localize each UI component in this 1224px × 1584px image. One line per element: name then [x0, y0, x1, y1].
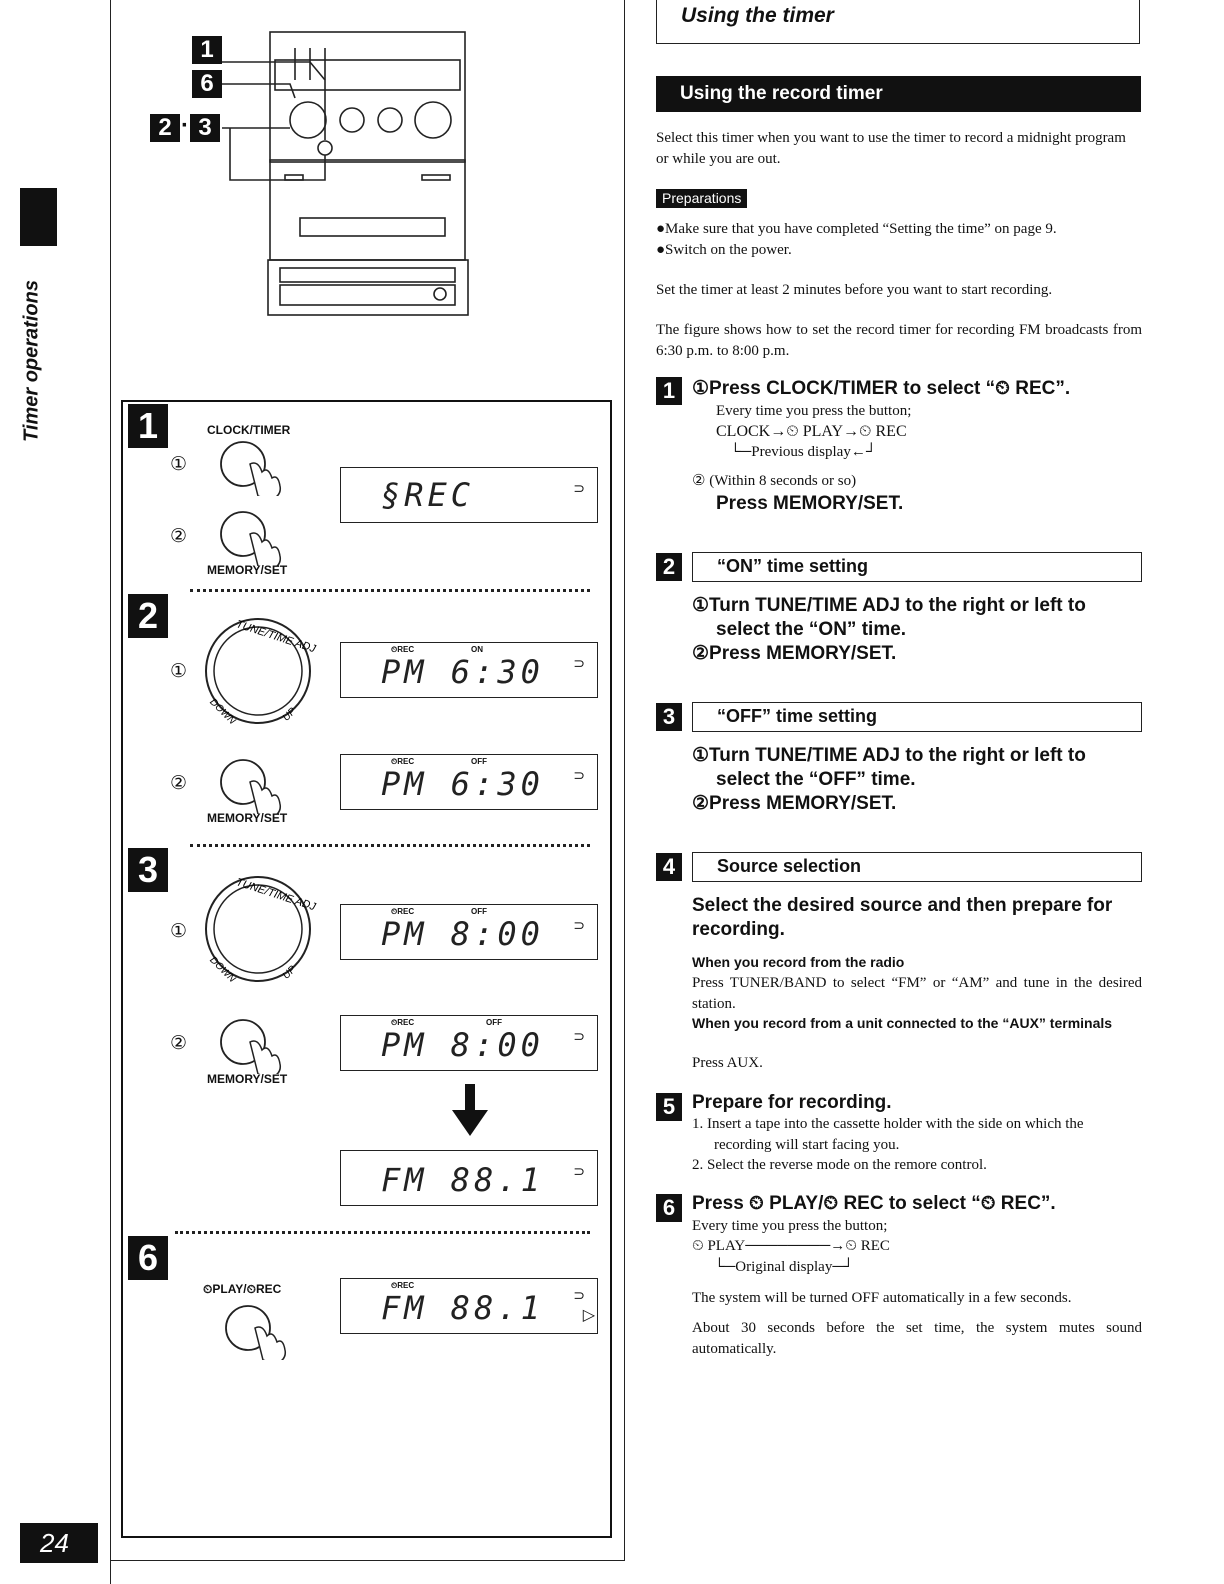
lcd-display: [340, 642, 598, 698]
reverse-icon: ⊃: [573, 1028, 585, 1044]
panel-badge-1: 1: [128, 404, 168, 448]
circled-1: ①: [170, 453, 188, 475]
knob-label-top: TUNE/TIME ADJ: [234, 876, 317, 914]
tune-time-adj-knob-icon: [195, 866, 325, 996]
step-badge-3: 3: [656, 703, 682, 731]
panel-badge-6: 6: [128, 1236, 168, 1280]
step-5-heading: Prepare for recording.: [692, 1092, 892, 1113]
callout-badge-1: 1: [192, 36, 222, 64]
page-title: Using the timer: [681, 4, 834, 27]
step-1-sequence: CLOCK→⏲ PLAY→⏲ REC: [716, 423, 907, 440]
preparations-badge: Preparations: [656, 189, 747, 208]
step-3-line: ②Press MEMORY/SET.: [692, 793, 897, 814]
step-1-heading: ①Press CLOCK/TIMER to select “⏲ REC”.: [692, 378, 1071, 399]
knob-label-up: UP: [280, 964, 299, 982]
step-6-note: About 30 seconds before the set time, the system mutes sound automatically.: [692, 1320, 1142, 1357]
lcd-main-text: FM 88.1: [381, 1289, 544, 1327]
lcd-main-text: PM 8:00: [381, 1026, 544, 1064]
intro-text: Select this timer when you want to use the timer to record a midnight program or while you are out.: [656, 130, 1126, 167]
lcd-display: [340, 1015, 598, 1071]
step-badge-4: 4: [656, 853, 682, 881]
dotted-separator: [190, 589, 590, 592]
lcd-main-text: §REC: [381, 476, 475, 514]
memory-set-label: MEMORY/SET: [207, 1072, 288, 1086]
knob-label-down: DOWN: [207, 696, 238, 727]
lcd-tag: OFF: [471, 757, 487, 766]
page-title-box: [656, 0, 1140, 44]
step-badge-1: 1: [656, 377, 682, 405]
margin-rule: [110, 0, 111, 1584]
lcd-main-text: FM 88.1: [381, 1161, 544, 1199]
step-2-line: ①Turn TUNE/TIME ADJ to the right or left to: [692, 595, 1086, 616]
lcd-main-text: PM 8:00: [381, 915, 544, 953]
panel-badge-3: 3: [128, 848, 168, 892]
step-6-original: └─Original display─┘: [714, 1259, 854, 1275]
step-4-box-heading: Source selection: [692, 852, 1142, 882]
preparation-item: ●Make sure that you have completed “Setting the time” on page 9.: [656, 221, 1057, 237]
reverse-icon: ⊃: [573, 767, 585, 783]
section-title: Using the record timer: [656, 76, 1141, 112]
circled-2: ②: [170, 525, 188, 547]
lcd-tag: ⏲REC: [391, 1281, 415, 1290]
step-6-sequence: ⏲ PLAY────────→⏲ REC: [692, 1238, 890, 1254]
aux-text: Press AUX.: [692, 1055, 763, 1071]
column-divider: [624, 0, 625, 1560]
circled-2: ②: [170, 772, 188, 794]
lcd-display: [340, 1278, 598, 1334]
play-rec-label: ⏲PLAY/⏲REC: [203, 1282, 282, 1296]
lcd-display: [340, 904, 598, 960]
page-number: 24: [20, 1523, 98, 1563]
reverse-icon: ⊃: [573, 480, 585, 496]
knob-label-top: TUNE/TIME ADJ: [234, 618, 317, 656]
callout-badge-3: 3: [190, 114, 220, 142]
lcd-display: [340, 467, 598, 523]
lcd-main-text: PM 6:30: [381, 765, 544, 803]
reverse-icon: ⊃: [573, 917, 585, 933]
step-1-previous: └─Previous display←┘: [730, 444, 877, 460]
step-2-line: ②Press MEMORY/SET.: [692, 643, 897, 664]
lcd-tag: OFF: [471, 907, 487, 916]
radio-text: Press TUNER/BAND to select “FM” or “AM” and tune in the desired station.: [692, 975, 1142, 1012]
step-1-note: Every time you press the button;: [716, 403, 912, 419]
note-text: The figure shows how to set the record timer for recording FM broadcasts from 6:30 p.m. to 8:00 p.m.: [656, 322, 1142, 359]
circled-1: ①: [170, 660, 188, 682]
lcd-display: [340, 754, 598, 810]
lcd-main-text: PM 6:30: [381, 653, 544, 691]
tune-time-adj-knob-icon: [195, 608, 325, 738]
lcd-tag: ⏲REC: [391, 757, 415, 766]
lcd-tag: ⏲REC: [391, 1018, 415, 1027]
step-badge-5: 5: [656, 1093, 682, 1121]
step-6-note: The system will be turned OFF automatically in a few seconds.: [692, 1290, 1072, 1306]
record-icon: ▷: [582, 1307, 595, 1324]
knob-label-down: DOWN: [207, 954, 238, 985]
stereo-system-illustration: [140, 20, 480, 330]
callout-badge-6: 6: [192, 70, 222, 98]
circled-1: ①: [170, 920, 188, 942]
memory-set-label: MEMORY/SET: [207, 563, 288, 577]
step-1-press: Press MEMORY/SET.: [716, 493, 904, 514]
aux-subheading: When you record from a unit connected to the “AUX” terminals: [692, 1015, 1113, 1031]
step-3-line: select the “OFF” time.: [716, 769, 916, 790]
lcd-tag: ⏲REC: [391, 907, 415, 916]
dotted-separator: [175, 1231, 590, 1234]
button-press-icon: [220, 1300, 300, 1360]
button-press-icon: [215, 506, 295, 566]
dotted-separator: [190, 844, 590, 847]
step-6-note: Every time you press the button;: [692, 1218, 888, 1234]
circled-2: ②: [170, 1032, 188, 1054]
step-4-heading: Select the desired source and then prepare for: [692, 895, 1113, 916]
arrow-down-icon: [450, 1084, 490, 1138]
step-3-box-heading: “OFF” time setting: [692, 702, 1142, 732]
radio-subheading: When you record from the radio: [692, 954, 905, 970]
preparation-item: ●Switch on the power.: [656, 242, 792, 258]
note-text: Set the timer at least 2 minutes before you want to start recording.: [656, 282, 1053, 298]
step-4-heading: recording.: [692, 919, 785, 940]
section-label: Timer operations: [20, 279, 43, 442]
knob-label-up: UP: [280, 706, 299, 724]
clock-timer-label: CLOCK/TIMER: [207, 423, 291, 437]
step-5-item: 2. Select the reverse mode on the remore control.: [692, 1157, 987, 1173]
step-2-box-heading: “ON” time setting: [692, 552, 1142, 582]
step-5-item: 1. Insert a tape into the cassette holder with the side on which the recording will start facing you.: [692, 1116, 1084, 1153]
callout-badge-2: 2: [150, 114, 180, 142]
bottom-rule: [110, 1560, 625, 1561]
section-tab-marker: [20, 188, 57, 246]
reverse-icon: ⊃: [573, 655, 585, 671]
step-3-line: ①Turn TUNE/TIME ADJ to the right or left to: [692, 745, 1086, 766]
lcd-tag: ⏲REC: [391, 645, 415, 654]
button-press-icon: [215, 436, 295, 496]
reverse-icon: ⊃: [573, 1163, 585, 1179]
memory-set-label: MEMORY/SET: [207, 811, 288, 825]
step-6-heading: Press ⏲ PLAY/⏲ REC to select “⏲ REC”.: [692, 1193, 1056, 1214]
reverse-icon: ⊃: [573, 1287, 585, 1303]
lcd-tag: ON: [471, 645, 483, 654]
step-badge-6: 6: [656, 1194, 682, 1222]
lcd-tag: OFF: [486, 1018, 502, 1027]
panel-badge-2: 2: [128, 594, 168, 638]
step-badge-2: 2: [656, 553, 682, 581]
lcd-display: [340, 1150, 598, 1206]
callout-dot: ·: [181, 112, 189, 139]
step-1-within: ② (Within 8 seconds or so): [692, 473, 857, 489]
button-press-icon: [215, 1014, 295, 1074]
button-press-icon: [215, 754, 295, 814]
step-2-line: select the “ON” time.: [716, 619, 907, 640]
